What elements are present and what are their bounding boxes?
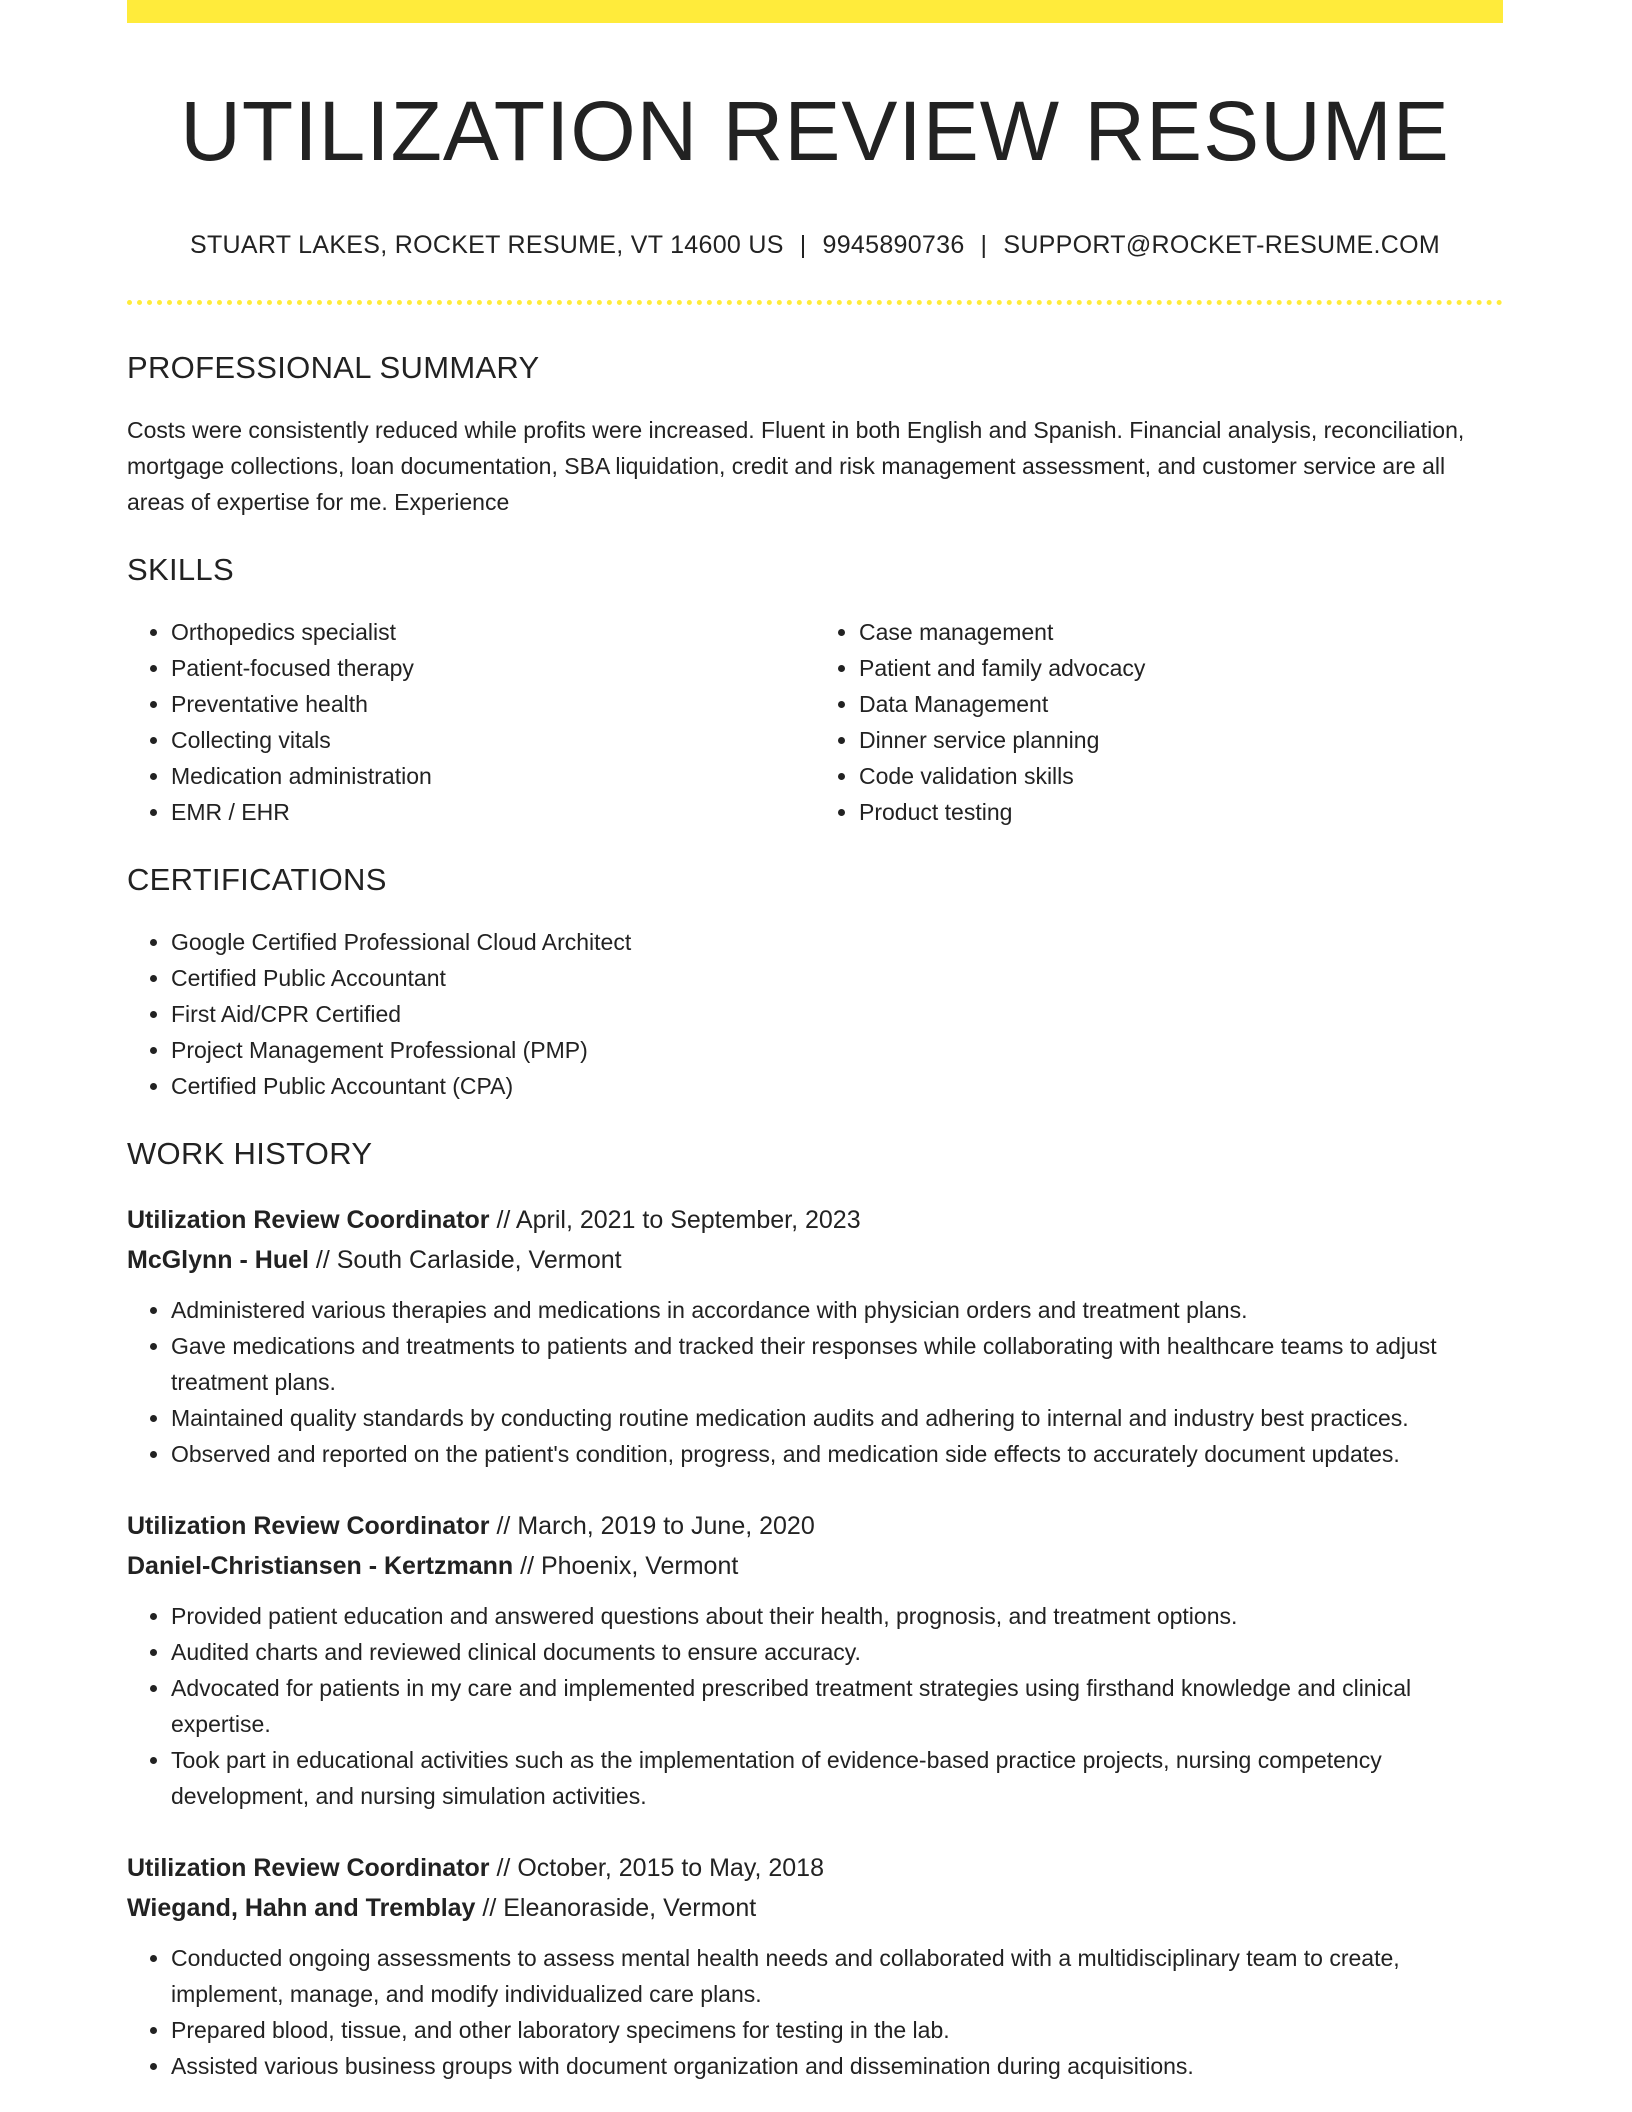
contact-address: STUART LAKES, ROCKET RESUME, VT 14600 US [190, 231, 784, 260]
job-dates: // April, 2021 to September, 2023 [489, 1206, 861, 1235]
job-company: Wiegand, Hahn and Tremblay [127, 1894, 476, 1923]
job-bullets [127, 1598, 1503, 1814]
job-bullets [127, 1292, 1503, 1472]
contact-line [127, 231, 1503, 260]
job-title-line [127, 1848, 1503, 1888]
certification-item: • First Aid/CPR Certified [171, 996, 1503, 1032]
skills-list-left [127, 614, 815, 830]
skills-columns [127, 614, 1503, 830]
job-bullet: • Assisted various business groups with document organization and dissemination during acquisitions. [171, 2048, 1503, 2084]
job-bullet: • Observed and reported on the patient's condition, progress, and medication side effects to accurately document updates. [171, 1436, 1503, 1472]
job-dates: // October, 2015 to May, 2018 [489, 1854, 824, 1883]
header-divider [127, 300, 1503, 305]
job-company: Daniel-Christiansen - Kertzmann [127, 1552, 514, 1581]
job-company: McGlynn - Huel [127, 1246, 309, 1275]
job-title: Utilization Review Coordinator [127, 1854, 490, 1883]
work-history-section [127, 1136, 1503, 2084]
job-bullet: • Maintained quality standards by conducting routine medication audits and adhering to internal and industry best practices. [171, 1400, 1503, 1436]
job-entry [127, 1506, 1503, 1814]
job-entry [127, 1848, 1503, 2084]
job-bullet: • Gave medications and treatments to patients and tracked their responses while collaborating with healthcare teams to adjust treatment plans. [171, 1328, 1503, 1400]
contact-phone: 9945890736 [822, 231, 965, 260]
skill-item: • Patient-focused therapy [171, 650, 815, 686]
job-title: Utilization Review Coordinator [127, 1512, 490, 1541]
skill-item: • Case management [859, 614, 1503, 650]
contact-separator: | [980, 231, 988, 260]
summary-section [127, 350, 1503, 520]
job-location: // Phoenix, Vermont [513, 1552, 739, 1581]
summary-heading: PROFESSIONAL SUMMARY [127, 350, 540, 386]
skills-list-right [815, 614, 1503, 830]
skills-section [127, 552, 1503, 830]
skill-item: • Orthopedics specialist [171, 614, 815, 650]
job-company-line [127, 1546, 1503, 1586]
job-bullet: • Provided patient education and answered questions about their health, prognosis, and treatment options. [171, 1598, 1503, 1634]
job-company-line [127, 1888, 1503, 1928]
resume-title: UTILIZATION REVIEW RESUME [180, 84, 1450, 178]
certifications-section [127, 862, 1503, 1104]
contact-email: SUPPORT@ROCKET-RESUME.COM [1003, 231, 1440, 260]
certification-item: • Certified Public Accountant (CPA) [171, 1068, 1503, 1104]
job-bullet: • Administered various therapies and medications in accordance with physician orders and treatment plans. [171, 1292, 1503, 1328]
summary-text: Costs were consistently reduced while profits were increased. Fluent in both English and Spanish. Financial analysis, reconciliation, mortgage collections, loan documentation, SBA liquidation, credit and risk management assessment, and customer service are all areas of expertise for me. Experience [127, 417, 1465, 516]
job-bullets [127, 1940, 1503, 2084]
skill-item: • Preventative health [171, 686, 815, 722]
job-company-line [127, 1240, 1503, 1280]
job-title-line [127, 1506, 1503, 1546]
certification-item: • Certified Public Accountant [171, 960, 1503, 996]
job-bullet: • Audited charts and reviewed clinical documents to ensure accuracy. [171, 1634, 1503, 1670]
job-bullet: • Conducted ongoing assessments to assess mental health needs and collaborated with a multidisciplinary team to create, implement, manage, and modify individualized care plans. [171, 1940, 1503, 2012]
job-location: // Eleanoraside, Vermont [475, 1894, 757, 1923]
skill-item: • Patient and family advocacy [859, 650, 1503, 686]
skill-item: • Code validation skills [859, 758, 1503, 794]
top-accent-bar [127, 0, 1503, 23]
job-title-line [127, 1200, 1503, 1240]
skill-item: • Medication administration [171, 758, 815, 794]
skills-heading: SKILLS [127, 552, 234, 588]
certifications-list [127, 924, 1503, 1104]
certification-item: • Project Management Professional (PMP) [171, 1032, 1503, 1068]
work-history-heading: WORK HISTORY [127, 1136, 373, 1172]
job-location: // South Carlaside, Vermont [308, 1246, 622, 1275]
certifications-heading: CERTIFICATIONS [127, 862, 387, 898]
skill-item: • Product testing [859, 794, 1503, 830]
job-entry [127, 1200, 1503, 1472]
resume-page [127, 0, 1503, 2084]
job-bullet: • Prepared blood, tissue, and other laboratory specimens for testing in the lab. [171, 2012, 1503, 2048]
job-dates: // March, 2019 to June, 2020 [489, 1512, 815, 1541]
contact-separator: | [799, 231, 807, 260]
certification-item: • Google Certified Professional Cloud Architect [171, 924, 1503, 960]
skill-item: • Dinner service planning [859, 722, 1503, 758]
job-bullet: • Took part in educational activities such as the implementation of evidence-based practice projects, nursing competency development, and nursing simulation activities. [171, 1742, 1503, 1814]
skill-item: • Data Management [859, 686, 1503, 722]
skill-item: • EMR / EHR [171, 794, 815, 830]
job-bullet: • Advocated for patients in my care and implemented prescribed treatment strategies using firsthand knowledge and clinical expertise. [171, 1670, 1503, 1742]
job-title: Utilization Review Coordinator [127, 1206, 490, 1235]
skill-item: • Collecting vitals [171, 722, 815, 758]
